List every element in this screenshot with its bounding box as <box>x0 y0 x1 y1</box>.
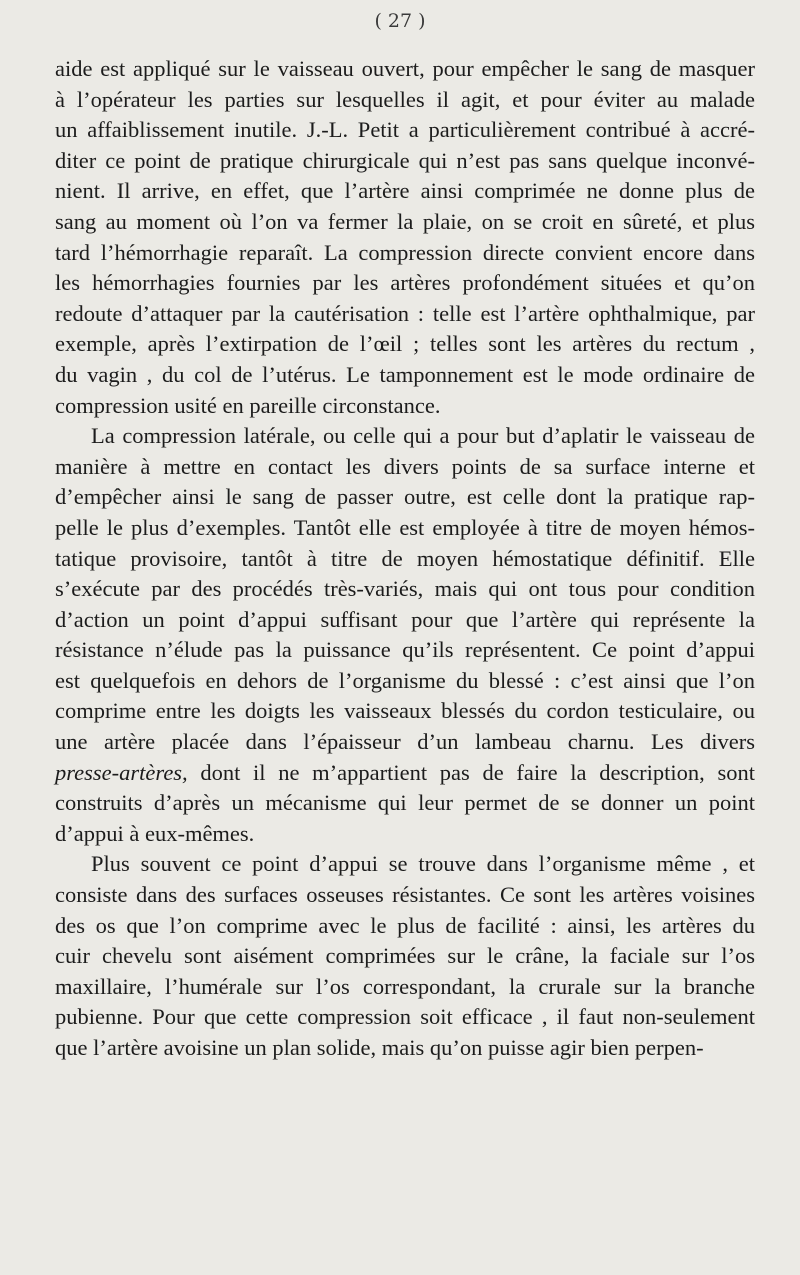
text-line: du vagin , du col de l’utérus. Le tamponnement est le mode ordinaire de <box>55 361 755 387</box>
paragraph <box>55 54 755 421</box>
text-line: pelle le plus d’exemples. Tantôt elle est employée à titre de moyen hémos- <box>55 514 755 540</box>
text-line: La compression latérale, ou celle qui a pour but d’aplatir le vaisseau de <box>91 423 755 449</box>
text-line: presse-artères, dont il ne m’appartient pas de faire la description, sont <box>55 759 755 785</box>
text-line: diter ce point de pratique chirurgicale qui n’est pas sans quelque inconvé- <box>55 147 755 173</box>
text-line: comprime entre les doigts les vaisseaux blessés du cordon testiculaire, ou <box>55 698 755 724</box>
text-line: compression usité en pareille circonstance. <box>55 392 441 418</box>
text-line: nient. Il arrive, en effet, que l’artère ainsi comprimée ne donne plus de <box>55 178 755 204</box>
text-line: est quelquefois en dehors de l’organisme du blessé : c’est ainsi que l’on <box>55 667 755 693</box>
text-line: redoute d’attaquer par la cautérisation : telle est l’artère ophthalmique, par <box>55 300 755 326</box>
text-line: d’action un point d’appui suffisant pour que l’artère qui représente la <box>55 606 755 632</box>
text-line: à l’opérateur les parties sur lesquelles il agit, et pour éviter au malade <box>55 86 755 112</box>
text-line: consiste dans des surfaces osseuses résistantes. Ce sont les artères voisines <box>55 882 755 908</box>
text-line: tatique provisoire, tantôt à titre de moyen hémostatique définitif. Elle <box>55 545 755 571</box>
text-line: sang au moment où l’on va fermer la plaie, on se croit en sûreté, et plus <box>55 208 755 234</box>
text-line: manière à mettre en contact les divers points de sa surface interne et <box>55 453 755 479</box>
text-line: une artère placée dans l’épaisseur d’un lambeau charnu. Les divers <box>55 729 755 755</box>
text-line: maxillaire, l’humérale sur l’os correspondant, la crurale sur la branche <box>55 973 755 999</box>
text-line: s’exécute par des procédés très-variés, mais qui ont tous pour condition <box>55 576 755 602</box>
text-line: tard l’hémorrhagie reparaît. La compression directe convient encore dans <box>55 239 755 265</box>
text-line: que l’artère avoisine un plan solide, mais qu’on puisse agir bien perpen- <box>55 1035 704 1060</box>
text-line: d’appui à eux-mêmes. <box>55 820 255 846</box>
text-line: exemple, après l’extirpation de l’œil ; telles sont les artères du rectum , <box>55 331 755 357</box>
text-line: d’empêcher ainsi le sang de passer outre, est celle dont la pratique rap- <box>55 484 755 510</box>
paragraph <box>55 421 755 849</box>
text-line: des os que l’on comprime avec le plus de facilité : ainsi, les artères du <box>55 912 755 938</box>
page-number: ( 27 ) <box>374 10 426 32</box>
text-line: Plus souvent ce point d’appui se trouve dans l’organisme même , et <box>91 851 755 877</box>
text-line: aide est appliqué sur le vaisseau ouvert, pour empêcher le sang de masquer <box>55 56 755 81</box>
text-line: cuir chevelu sont aisément comprimées sur le crâne, la faciale sur l’os <box>55 943 755 969</box>
paragraph <box>55 849 755 1063</box>
text-line: construits d’après un mécanisme qui leur permet de se donner un point <box>55 790 755 816</box>
text-line: les hémorrhagies fournies par les artères profondément situées et qu’on <box>55 270 755 296</box>
text-line: résistance n’élude pas la puissance qu’ils représentent. Ce point d’appui <box>55 637 755 663</box>
text-line: pubienne. Pour que cette compression soit efficace , il faut non-seulement <box>55 1004 755 1030</box>
body-text <box>55 54 755 1064</box>
text-line: un affaiblissement inutile. J.-L. Petit a particulièrement contribué à accré- <box>55 117 755 143</box>
